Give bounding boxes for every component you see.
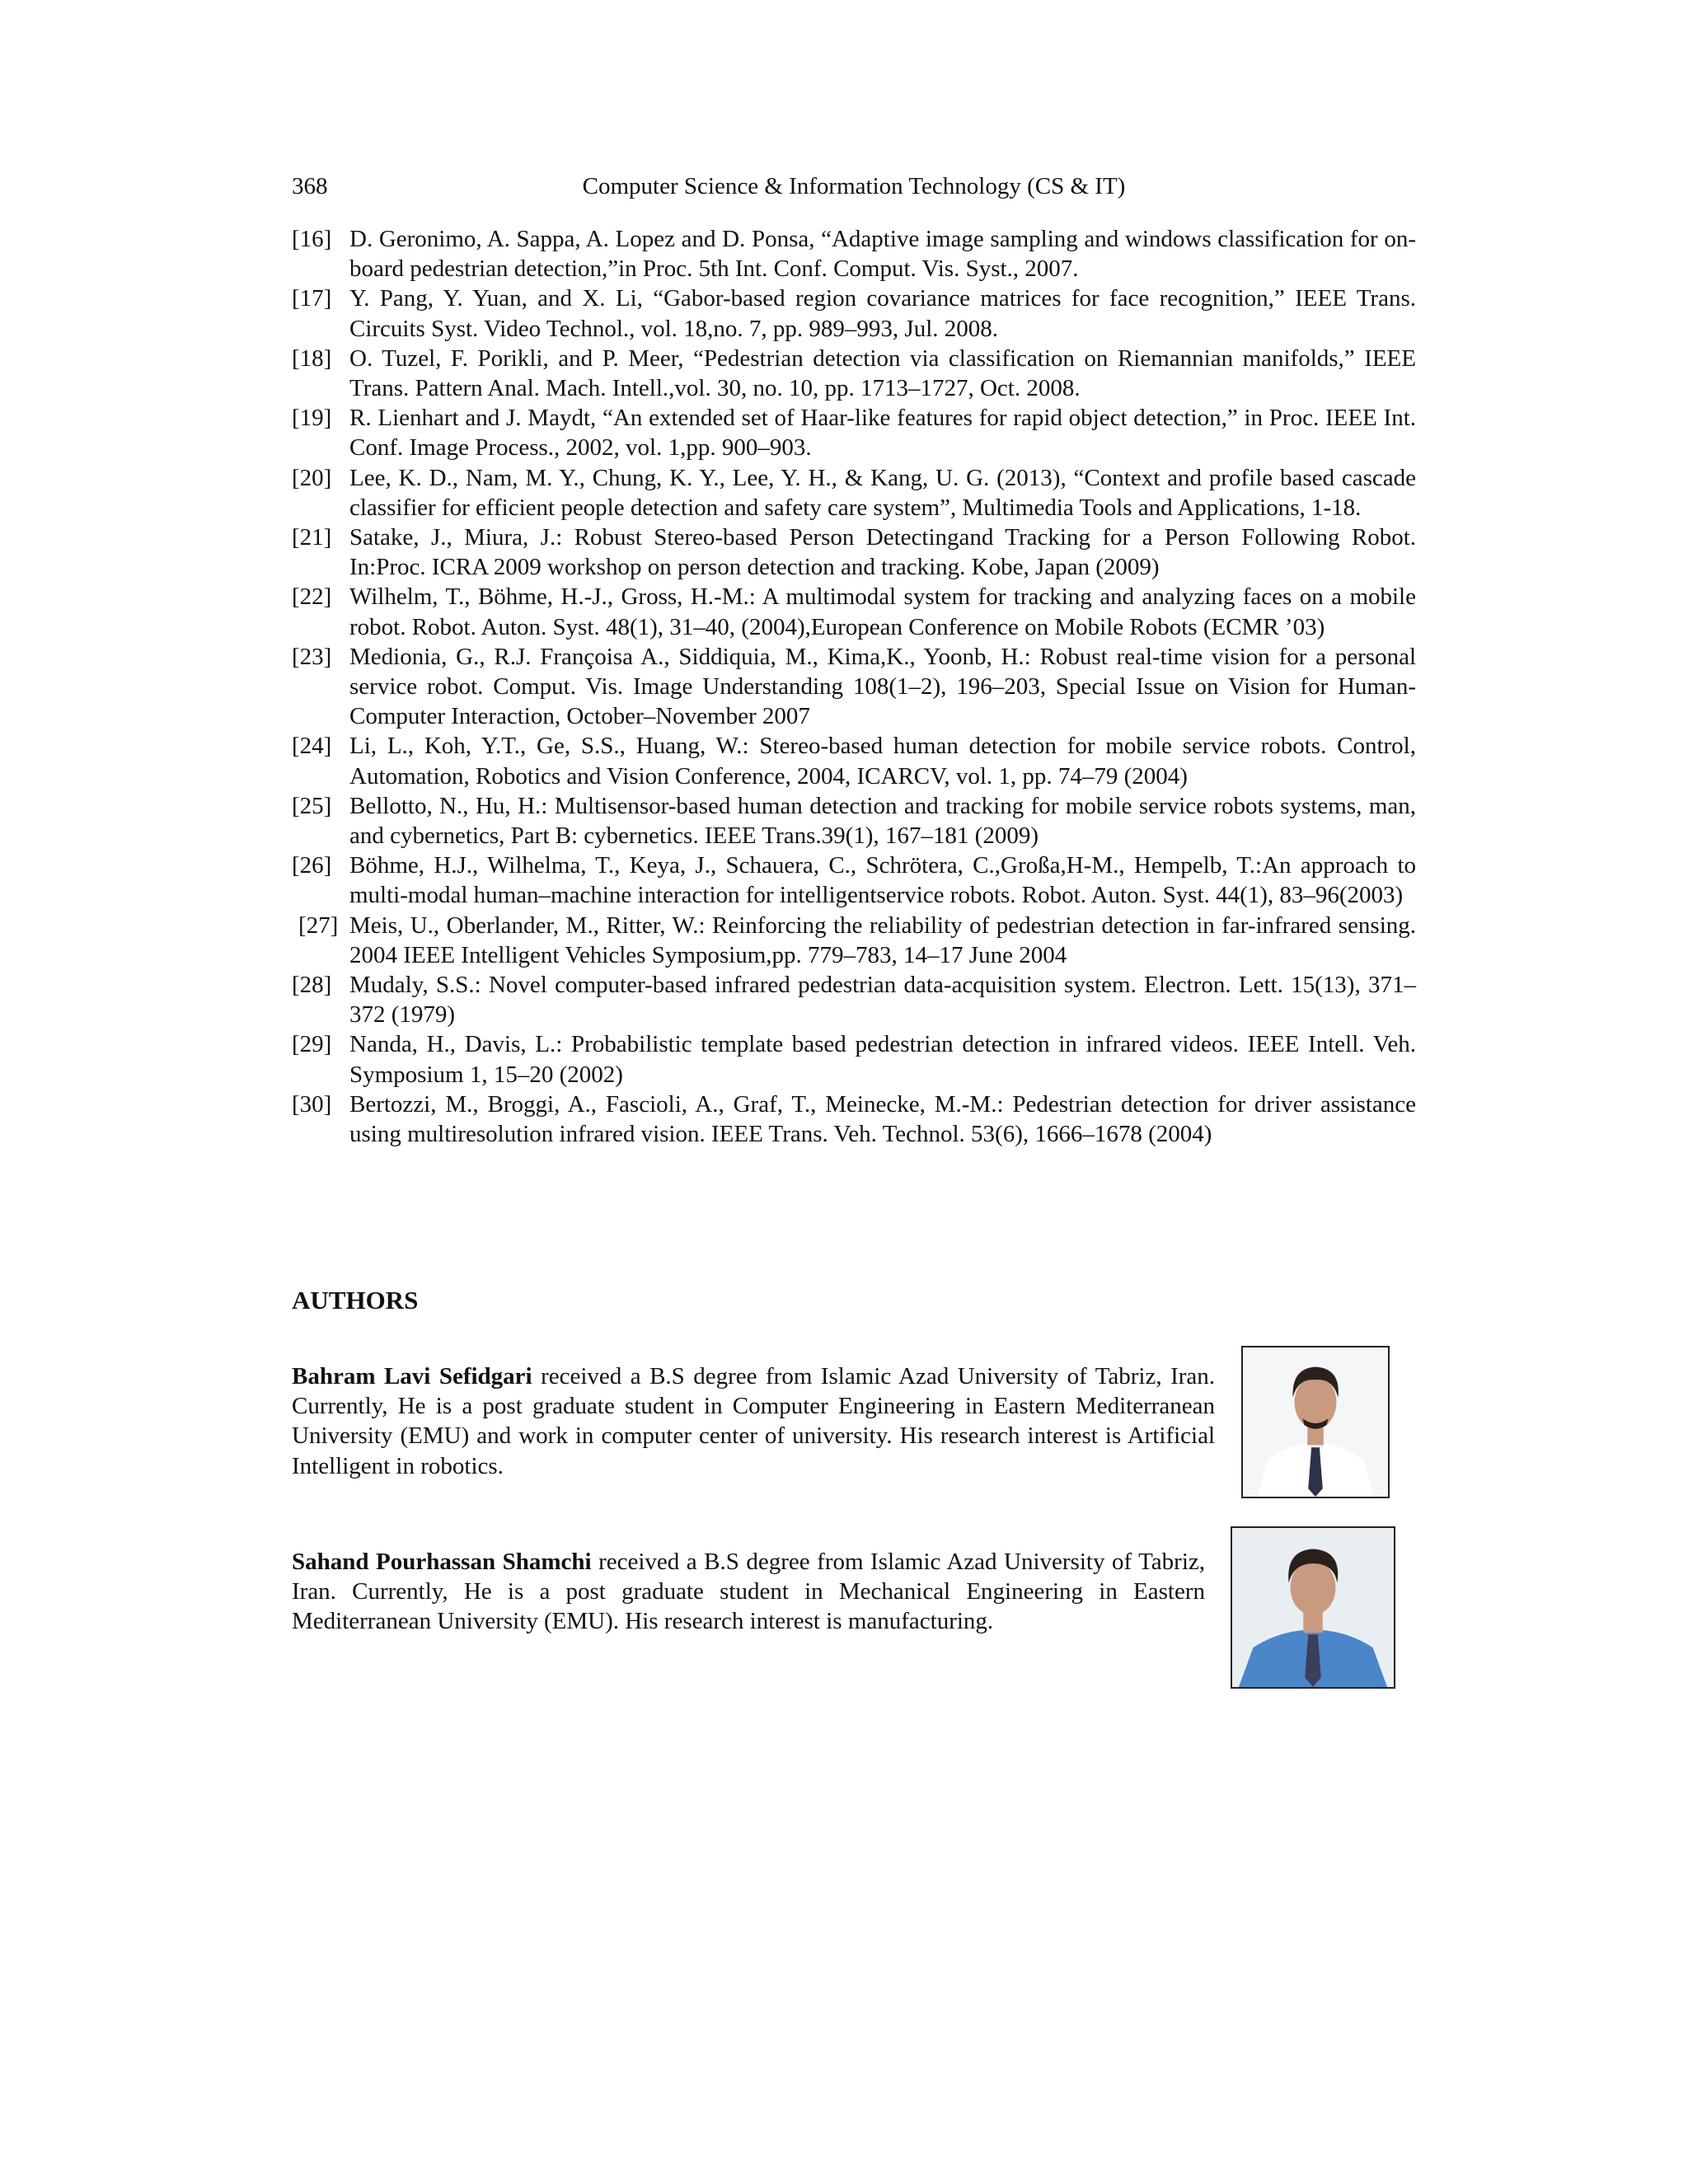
author-bio	[292, 1361, 1215, 1481]
reference-number: [18]	[292, 344, 332, 372]
reference-item	[292, 642, 1416, 732]
reference-text: Bellotto, N., Hu, H.: Multisensor-based human detection and tracking for mobile service robots systems, man, and cybernetics, Part B: cybernetics. IEEE Trans.39(1), 167–181 (2009)	[349, 792, 1416, 850]
reference-text: Li, L., Koh, Y.T., Ge, S.S., Huang, W.: Stereo-based human detection for mobile service robots. Control, Automation, Robotics and Vision Conference, 2004, ICARCV, vol. 1, pp. 74–79 (2004)	[349, 733, 1416, 790]
reference-text: Meis, U., Oberlander, M., Ritter, W.: Reinforcing the reliability of pedestrian detection in far-infrared sensing. 2004 IEEE Intelligent Vehicles Symposium,pp. 779–783, 14–17 June 2004	[349, 912, 1416, 968]
reference-item	[292, 403, 1416, 462]
reference-number: [20]	[292, 464, 332, 491]
reference-item	[292, 582, 1416, 641]
reference-number: [29]	[292, 1031, 332, 1058]
author-photo	[1241, 1346, 1390, 1498]
reference-list	[292, 224, 1416, 1149]
reference-number: [21]	[292, 524, 332, 551]
reference-number: [28]	[292, 972, 332, 999]
reference-item	[292, 344, 1416, 403]
reference-item	[292, 1090, 1416, 1149]
page-number: 368	[292, 173, 328, 199]
author-bio-text: received a B.S degree from Islamic Azad University of Tabriz, Iran. Currently, He is a post graduate student in Computer Engineering in Eastern Mediterranean University (EMU) and work in computer center of university. His research interest is Artificial Intelligent in robotics.	[292, 1363, 1216, 1479]
reference-text: D. Geronimo, A. Sappa, A. Lopez and D. Ponsa, “Adaptive image sampling and windows classification for on-board pedestrian detection,”in Proc. 5th Int. Conf. Comput. Vis. Syst., 2007.	[349, 226, 1416, 283]
reference-number: [23]	[292, 643, 332, 670]
reference-number: [26]	[292, 852, 332, 879]
reference-number: [22]	[292, 583, 332, 611]
reference-item	[292, 224, 1416, 284]
reference-item	[292, 1029, 1416, 1089]
author-photo	[1231, 1526, 1395, 1689]
reference-item	[292, 523, 1416, 582]
reference-text: Böhme, H.J., Wilhelma, T., Keya, J., Schauera, C., Schrötera, C.,Großa,H-M., Hempelb, T.:An approach to multi-modal human–machine interaction for intelligentservice robots. Robot. Auton. Syst. 44(1), 83–96(2003)	[349, 852, 1416, 909]
reference-item	[292, 851, 1416, 910]
reference-item	[292, 731, 1416, 790]
page-header	[292, 173, 1416, 206]
reference-text: Bertozzi, M., Broggi, A., Fascioli, A., Graf, T., Meinecke, M.-M.: Pedestrian detection for driver assistance using multiresolution infrared vision. IEEE Trans. Veh. Technol. 53(6), 1666–1678 (2004)	[349, 1090, 1416, 1148]
reference-number: [16]	[292, 226, 332, 252]
reference-number: [25]	[292, 792, 332, 819]
author-name: Sahand Pourhassan Shamchi	[292, 1549, 592, 1575]
reference-item	[292, 284, 1416, 343]
reference-item	[292, 911, 1416, 970]
reference-item	[292, 463, 1416, 523]
reference-number: [17]	[292, 285, 332, 312]
reference-number: [27]	[298, 912, 339, 939]
running-title: Computer Science & Information Technology (CS & IT)	[582, 173, 1126, 199]
reference-text: Mudaly, S.S.: Novel computer-based infrared pedestrian data-acquisition system. Electron. Lett. 15(13), 371–372 (1979)	[349, 972, 1416, 1029]
author-name: Bahram Lavi Sefidgari	[292, 1363, 532, 1390]
reference-text: Lee, K. D., Nam, M. Y., Chung, K. Y., Lee, Y. H., & Kang, U. G. (2013), “Context and profile based cascade classifier for efficient people detection and safety care system”, Multimedia Tools and Applications, 1-18.	[349, 464, 1416, 521]
author-bio	[292, 1547, 1205, 1637]
author-portrait-image	[1232, 1528, 1394, 1687]
reference-number: [24]	[292, 733, 332, 760]
reference-text: O. Tuzel, F. Porikli, and P. Meer, “Pedestrian detection via classification on Riemannian manifolds,” IEEE Trans. Pattern Anal. Mach. Intell.,vol. 30, no. 10, pp. 1713–1727, Oct. 2008.	[349, 344, 1416, 402]
reference-text: Y. Pang, Y. Yuan, and X. Li, “Gabor-based region covariance matrices for face recognition,” IEEE Trans. Circuits Syst. Video Technol., vol. 18,no. 7, pp. 989–993, Jul. 2008.	[349, 285, 1416, 342]
authors-heading: AUTHORS	[292, 1286, 419, 1315]
reference-text: Medionia, G., R.J. Françoisa A., Siddiquia, M., Kima,K., Yoonb, H.: Robust real-time vision for a personal service robot. Comput. Vis. Image Understanding 108(1–2), 196–203, Special Issue on Vision for Human-Computer Interaction, October–November 2007	[349, 643, 1416, 730]
reference-text: Wilhelm, T., Böhme, H.-J., Gross, H.-M.: A multimodal system for tracking and analyzing faces on a mobile robot. Robot. Auton. Syst. 48(1), 31–40, (2004),European Conference on Mobile Robots (ECMR ’03)	[349, 583, 1416, 640]
author-bio-text: received a B.S degree from Islamic Azad University of Tabriz, Iran. Currently, He is a post graduate student in Mechanical Engineering in Eastern Mediterranean University (EMU). His research interest is manufacturing.	[292, 1549, 1206, 1635]
reference-number: [30]	[292, 1090, 332, 1118]
author-portrait-image	[1243, 1347, 1388, 1497]
reference-text: R. Lienhart and J. Maydt, “An extended set of Haar-like features for rapid object detection,” in Proc. IEEE Int. Conf. Image Process., 2002, vol. 1,pp. 900–903.	[349, 405, 1416, 462]
reference-text: Satake, J., Miura, J.: Robust Stereo-based Person Detectingand Tracking for a Person Following Robot. In:Proc. ICRA 2009 workshop on person detection and tracking. Kobe, Japan (2009)	[349, 524, 1416, 581]
reference-number: [19]	[292, 405, 332, 432]
reference-item	[292, 970, 1416, 1029]
reference-item	[292, 791, 1416, 851]
reference-text: Nanda, H., Davis, L.: Probabilistic template based pedestrian detection in infrared videos. IEEE Intell. Veh. Symposium 1, 15–20 (2002)	[349, 1031, 1416, 1088]
